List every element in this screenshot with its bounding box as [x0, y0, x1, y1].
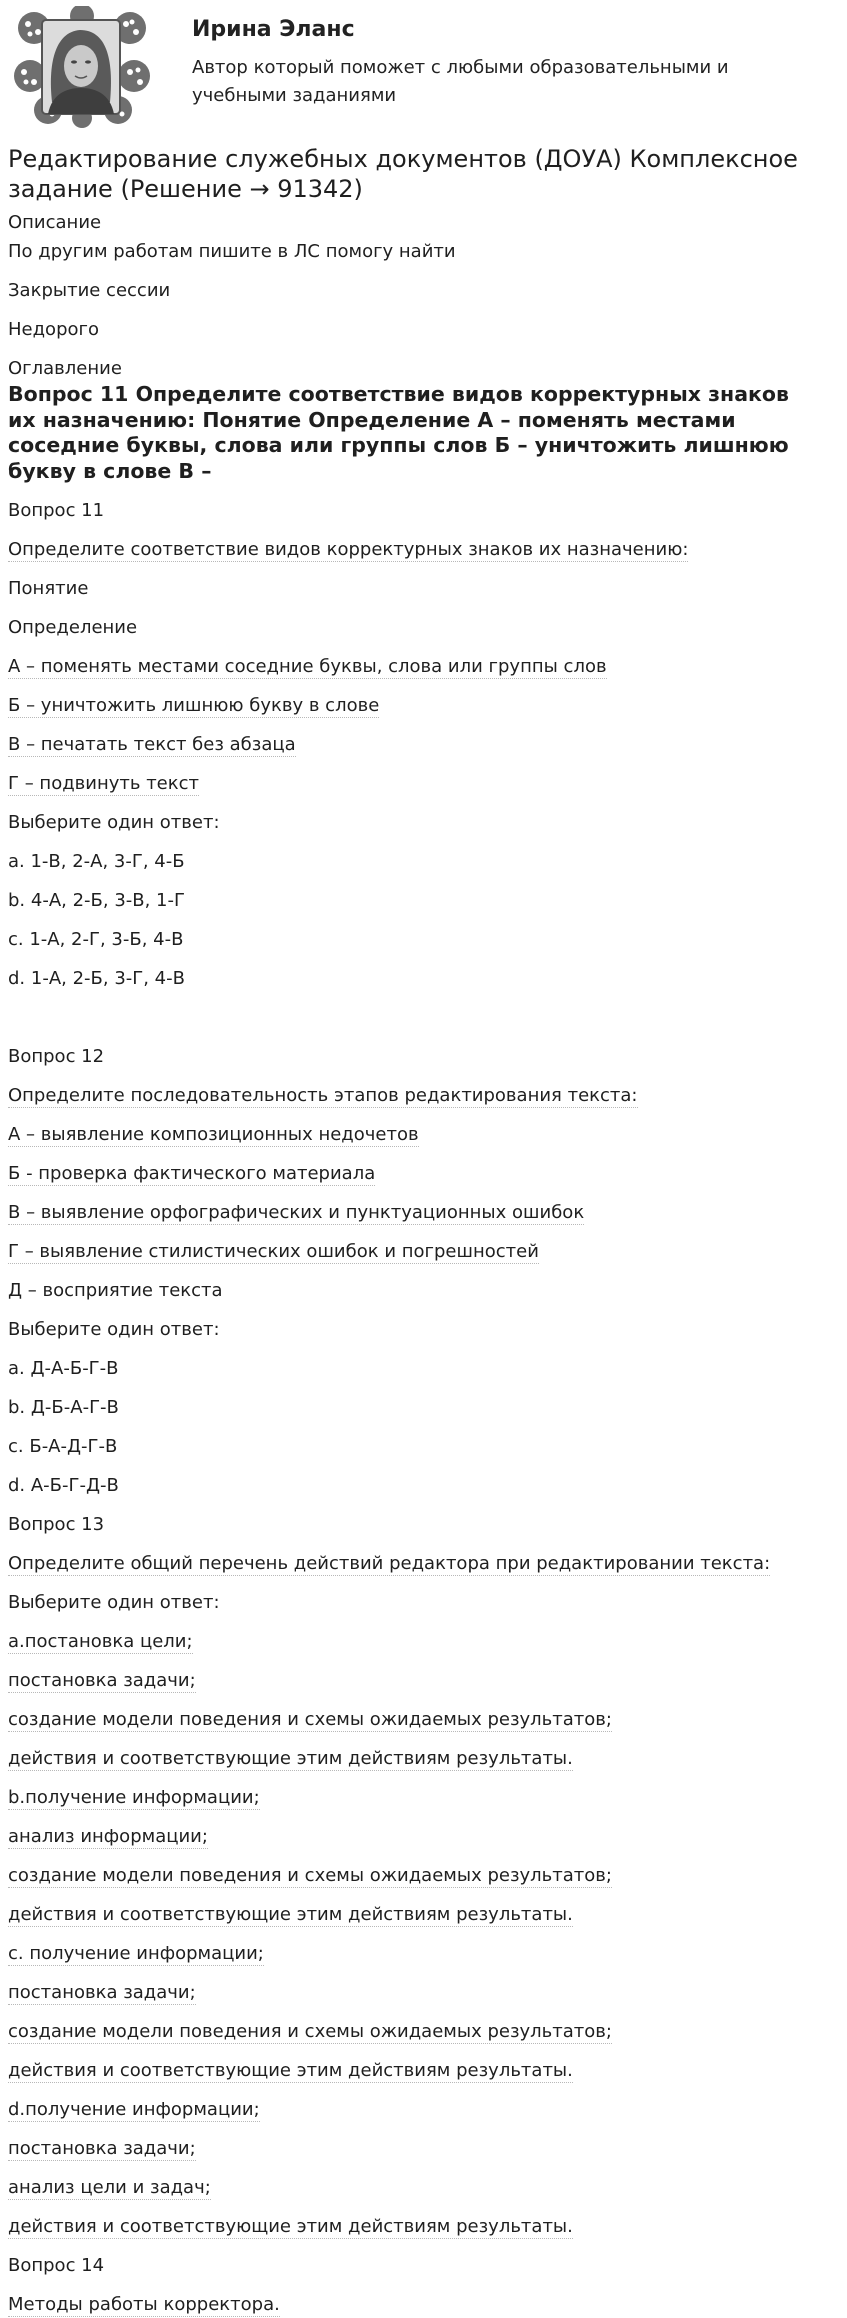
- description-text: По другим работам пишите в ЛС помогу найти: [8, 241, 456, 262]
- tag-cheap[interactable]: Недорого: [8, 319, 99, 340]
- list-item: Б – уничтожить лишнюю букву в слове: [8, 695, 380, 716]
- answer-option: c. Б-А-Д-Г-В: [8, 1436, 118, 1457]
- question-11-label: Вопрос 11: [8, 500, 105, 521]
- question-14-label: Вопрос 14: [8, 2255, 105, 2276]
- author-avatar[interactable]: [8, 6, 156, 128]
- answer-option: c. получение информации;: [8, 1943, 264, 1964]
- answer-option: a.постановка цели;: [8, 1631, 193, 1652]
- author-card: [8, 6, 838, 130]
- tag-session-close[interactable]: Закрытие сессии: [8, 280, 171, 301]
- answer-option: d. А-Б-Г-Д-В: [8, 1475, 119, 1496]
- list-item: В – печатать текст без абзаца: [8, 734, 296, 755]
- list-item: В – выявление орфографических и пунктуационных ошибок: [8, 1202, 585, 1223]
- list-item: А – поменять местами соседние буквы, слова или группы слов: [8, 656, 607, 677]
- list-item: Понятие: [8, 578, 89, 599]
- question-12-text: Определите последовательность этапов редактирования текста:: [8, 1085, 638, 1106]
- question-13-label: Вопрос 13: [8, 1514, 105, 1535]
- list-item: действия и соответствующие этим действиям результаты.: [8, 2216, 573, 2237]
- answer-option: b.получение информации;: [8, 1787, 260, 1808]
- answer-prompt: Выберите один ответ:: [8, 1592, 220, 1613]
- list-item: анализ цели и задач;: [8, 2177, 211, 2198]
- answer-option: c. 1-А, 2-Г, 3-Б, 4-В: [8, 929, 184, 950]
- list-item: постановка задачи;: [8, 2138, 196, 2159]
- answer-option: d.получение информации;: [8, 2099, 260, 2120]
- answer-option: b. Д-Б-А-Г-В: [8, 1397, 119, 1418]
- list-item: анализ информации;: [8, 1826, 208, 1847]
- list-item: создание модели поведения и схемы ожидаемых результатов;: [8, 2021, 612, 2042]
- answer-option: b. 4-А, 2-Б, 3-В, 1-Г: [8, 890, 185, 911]
- answer-option: a. Д-А-Б-Г-В: [8, 1358, 119, 1379]
- list-item: Д – восприятие текста: [8, 1280, 223, 1301]
- toc-heading[interactable]: Вопрос 11 Определите соответствие видов корректурных знаков их назначению: Понятие Определение А – поменять местами соседние буквы, слова или группы слов Б – уничтожить лишнюю букву в слове В –: [8, 382, 789, 483]
- document-title: Редактирование служебных документов (ДОУА) Комплексное задание (Решение → 91342): [8, 145, 798, 203]
- list-item: постановка задачи;: [8, 1982, 196, 2003]
- answer-prompt: Выберите один ответ:: [8, 1319, 220, 1340]
- author-description: Автор который поможет с любыми образовательными и учебными заданиями: [192, 57, 729, 106]
- toc-label: Оглавление: [8, 358, 122, 379]
- answer-option: a. 1-В, 2-А, 3-Г, 4-Б: [8, 851, 185, 872]
- list-item: Г – подвинуть текст: [8, 773, 200, 794]
- answer-prompt: Выберите один ответ:: [8, 812, 220, 833]
- question-11-text: Определите соответствие видов корректурных знаков их назначению:: [8, 539, 689, 560]
- description-label: Описание: [8, 212, 102, 233]
- list-item: Г – выявление стилистических ошибок и погрешностей: [8, 1241, 539, 1262]
- avatar-film-frame-icon: [8, 6, 156, 128]
- answer-option: d. 1-А, 2-Б, 3-Г, 4-В: [8, 968, 185, 989]
- question-14-text: Методы работы корректора.: [8, 2294, 280, 2315]
- question-12-label: Вопрос 12: [8, 1046, 105, 1067]
- list-item: создание модели поведения и схемы ожидаемых результатов;: [8, 1865, 612, 1886]
- list-item: А – выявление композиционных недочетов: [8, 1124, 419, 1145]
- list-item: постановка задачи;: [8, 1670, 196, 1691]
- list-item: действия и соответствующие этим действиям результаты.: [8, 1904, 573, 1925]
- author-name[interactable]: Ирина Эланс: [192, 17, 355, 42]
- list-item: действия и соответствующие этим действиям результаты.: [8, 2060, 573, 2081]
- question-13-text: Определите общий перечень действий редактора при редактировании текста:: [8, 1553, 771, 1574]
- list-item: создание модели поведения и схемы ожидаемых результатов;: [8, 1709, 612, 1730]
- list-item: действия и соответствующие этим действиям результаты.: [8, 1748, 573, 1769]
- list-item: Определение: [8, 617, 138, 638]
- list-item: Б - проверка фактического материала: [8, 1163, 376, 1184]
